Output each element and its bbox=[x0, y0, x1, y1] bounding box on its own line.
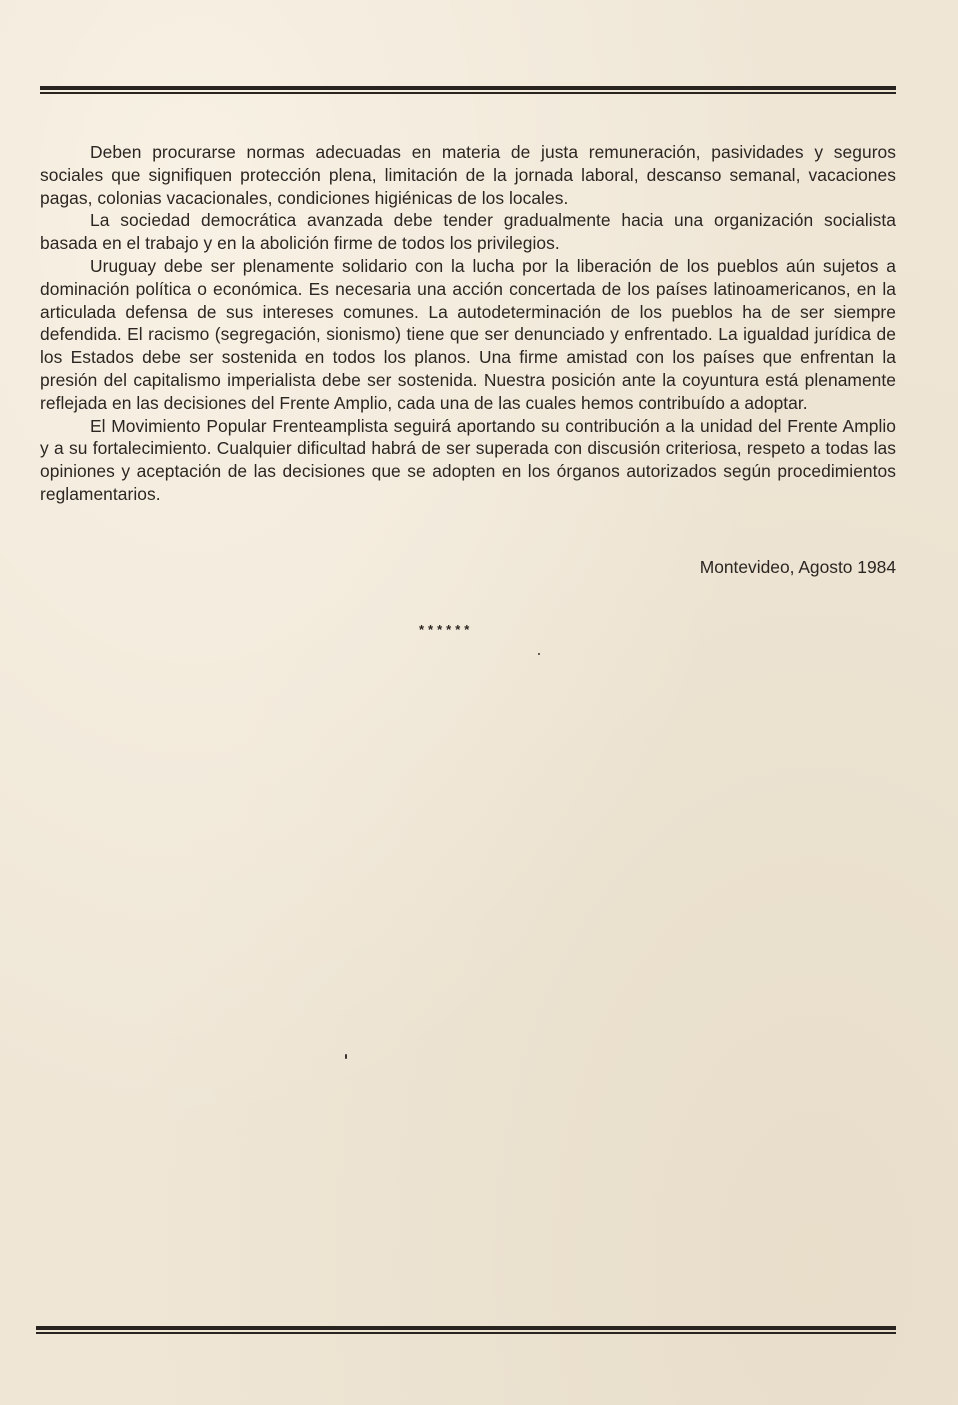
paragraph-frente-amplio-unity: El Movimiento Popular Frenteamplista seguirá aportando su contribución a la unidad del Frente Amplio y a su fortalecimiento. Cualquier dificultad habrá de ser superada con discusión criteriosa, respeto a todas las opiniones y aceptación de las decisiones que se adopten en los órganos autorizados según procedimientos reglamentarios. bbox=[40, 415, 896, 504]
ink-speck bbox=[345, 1054, 347, 1059]
ink-speck bbox=[538, 653, 540, 655]
place-date-signoff: Montevideo, Agosto 1984 bbox=[699, 557, 896, 577]
paragraph-social-security: Deben procurarse normas adecuadas en materia de justa remuneración, pasividades y seguros sociales que signifiquen protección plena, limitación de la jornada laboral, descanso semanal, vacaciones pagas, colonias vacacionales, condiciones higiénicas de los locales. bbox=[40, 142, 896, 208]
bottom-rule bbox=[36, 1326, 896, 1334]
asterisk-separator: ****** bbox=[419, 622, 474, 637]
paragraph-international-solidarity: Uruguay debe ser plenamente solidario con la lucha por la liberación de los pueblos aún sujetos a dominación política o económica. Es necesaria una acción concertada de los países latinoamericanos, en la articulada defensa de sus intereses comunes. La autodeterminación de los pueblos ha de ser siempre defendida. El racismo (segregación, sionismo) tiene que ser denunciado y enfrentado. La igualdad jurídica de los Estados debe ser sostenida en todos los planos. Una firme amistad con los países que enfrentan la presión del capitalismo imperialista debe ser sostenida. Nuestra posición ante la coyuntura está plenamente reflejada en las decisiones del Frente Amplio, cada una de las cuales hemos contribuído a adoptar. bbox=[40, 255, 896, 413]
paragraph-socialist-organization: La sociedad democrática avanzada debe tender gradualmente hacia una organización socialista basada en el trabajo y en la abolición firme de todos los privilegios. bbox=[40, 210, 896, 254]
top-rule bbox=[40, 86, 896, 94]
document-body bbox=[40, 141, 896, 506]
